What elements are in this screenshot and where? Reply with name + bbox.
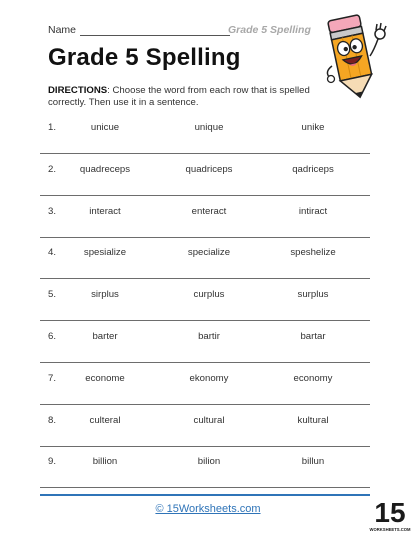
word-option: ekonomy [189, 372, 229, 384]
logo-text: WORKSHEETS.COM [369, 527, 411, 532]
word-option: barter [92, 330, 118, 342]
word-option: intiract [298, 205, 328, 217]
word-option: enteract [191, 205, 227, 217]
word-option: unique [194, 122, 224, 133]
row-number: 9. [48, 456, 57, 468]
word-option: quadreceps [79, 163, 131, 175]
table-row [40, 279, 370, 321]
word-rows [40, 112, 370, 488]
row-number: 2. [48, 163, 57, 175]
row-number: 8. [48, 414, 57, 426]
name-row [48, 22, 311, 38]
word-option: culteral [89, 414, 121, 426]
mascot-hand [370, 23, 386, 56]
row-number: 4. [48, 247, 57, 259]
word-option: bilion [197, 456, 221, 468]
word-option: spesialize [83, 247, 127, 259]
table-row [40, 321, 370, 363]
table-row [40, 446, 370, 488]
answer-line[interactable] [40, 487, 370, 488]
word-option: billion [92, 456, 118, 468]
word-option: billun [301, 456, 325, 468]
word-option: sirplus [91, 289, 119, 301]
word-option: quadriceps [185, 163, 233, 175]
word-option: cultural [193, 414, 225, 426]
table-row [40, 112, 370, 154]
directions [48, 85, 310, 109]
word-option: surplus [297, 289, 329, 301]
table-row [40, 363, 370, 405]
footer-copyright-link[interactable]: © 15Worksheets.com [155, 503, 261, 515]
word-option: kultural [297, 414, 329, 426]
word-option: unike [301, 122, 325, 133]
directions-text: : Choose the word from each row that is spelled correctly. Then use it in a sentence. [48, 85, 310, 108]
word-option: specialize [187, 247, 231, 259]
word-option: speshelize [290, 247, 336, 259]
table-row [40, 405, 370, 447]
row-number: 7. [48, 372, 57, 384]
directions-label: DIRECTIONS [48, 85, 108, 96]
logo-number: 15 [374, 497, 406, 528]
table-row [40, 196, 370, 238]
table-row [40, 154, 370, 196]
pencil-mascot-icon [318, 14, 390, 104]
worksheets-logo-icon [369, 494, 411, 534]
word-option: interact [89, 205, 121, 217]
header-brand-label: Grade 5 Spelling [228, 24, 311, 36]
footer-divider [40, 494, 370, 496]
word-option: economy [293, 372, 333, 384]
page-title: Grade 5 Spelling [48, 44, 241, 71]
row-number: 3. [48, 205, 57, 217]
word-option: bartir [198, 330, 220, 342]
row-number: 5. [48, 289, 57, 301]
name-label: Name [48, 24, 77, 36]
word-option: unicue [90, 122, 120, 133]
row-number: 6. [48, 330, 57, 342]
word-option: curplus [193, 289, 225, 301]
word-option: bartar [300, 330, 326, 342]
word-option: econome [85, 372, 125, 384]
row-number: 1. [48, 122, 57, 133]
name-line[interactable] [80, 35, 230, 36]
word-option: qadriceps [292, 163, 334, 175]
table-row [40, 237, 370, 279]
